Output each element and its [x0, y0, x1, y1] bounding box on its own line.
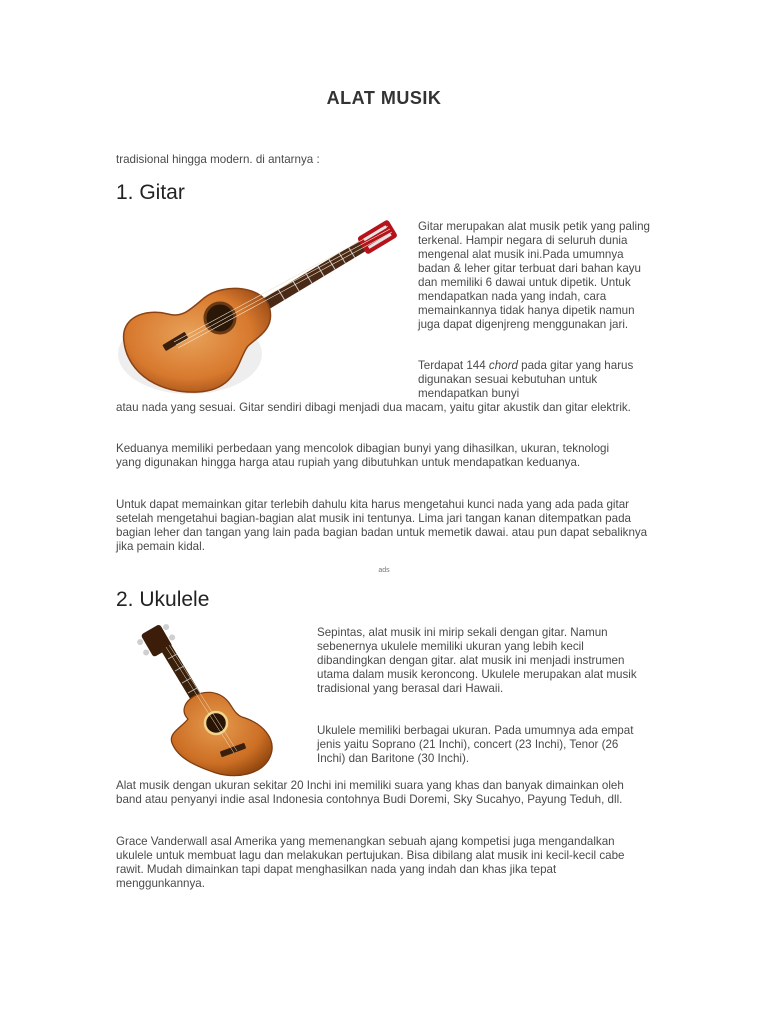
- ukulele-image: [128, 623, 278, 779]
- document-title: ALAT MUSIK: [326, 88, 442, 108]
- section-heading-gitar: 1. Gitar: [116, 181, 185, 204]
- ukulele-sizes-text: Ukulele memiliki berbagai ukuran. Pada umumnya ada empat jenis yaitu Soprano (21 Inchi), concert (23 Inchi), Tenor (26 Inchi) dan Baritone (30 Inchi).: [317, 724, 634, 765]
- ukulele-grace-text: Grace Vanderwall asal Amerika yang memenangkan sebuah ajang kompetisi juga mengandalkan ukulele untuk membuat lagu dan melakukan pertujukan. Bisa dibilang alat musik ini kecil-kecil cabe rawit. Mudah dimainkan tapi dapat menghasilkan nada yang indah dan khas jika tepat menggunkannya.: [116, 835, 625, 890]
- intro-text: tradisional hingga modern. di antarnya :: [116, 153, 320, 166]
- chord-term: chord: [488, 359, 518, 372]
- gitar-chord-text: [418, 359, 638, 401]
- gitar-types-text: atau nada yang sesuai. Gitar sendiri dibagi menjadi dua macam, yaitu gitar akustik dan gitar elektrik.: [116, 401, 631, 414]
- chord-text-pre: Terdapat 144: [418, 359, 489, 372]
- gitar-description: Gitar merupakan alat musik petik yang paling terkenal. Hampir negara di seluruh dunia mengenal alat musik ini.Pada umumnya badan & leher gitar terbuat dari bahan kayu dan memiliki 6 dawai untuk dipetik. Untuk mendapatkan nada yang indah, cara memainkannya tidak hanya dipetik namun juga dapat digenjreng menggunakan jari.: [418, 220, 650, 331]
- ukulele-sound-text: Alat musik dengan ukuran sekitar 20 Inchi ini memiliki suara yang khas dan banyak dimainkan oleh band atau penyanyi indie asal Indonesia contohnya Budi Doremi, Sky Sucahyo, Payung Teduh, dll.: [116, 779, 624, 806]
- guitar-image: [116, 214, 406, 396]
- chord-text-post: pada gitar yang harus digunakan sesuai kebutuhan untuk mendapatkan bunyi: [418, 359, 634, 400]
- ads-label: ads: [378, 567, 390, 574]
- gitar-playing-text: Untuk dapat memainkan gitar terlebih dahulu kita harus mengetahui kunci nada yang ada pada gitar setelah mengetahui bagian-bagian alat musik ini tentunya. Lima jari tangan kanan ditempatkan pada bagian leher dan tangan yang lain pada bagian badan untuk memetik dawai. atau pun dapat sebaliknya jika pemain kidal.: [116, 498, 648, 553]
- ukulele-description: Sepintas, alat musik ini mirip sekali dengan gitar. Namun sebenernya ukulele memiliki ukuran yang lebih kecil dibandingkan dengan gitar. alat musik ini menjadi instrumen utama dalam musik keroncong. Ukulele merupakan alat musik tradisional yang berasal dari Hawaii.: [317, 626, 637, 695]
- section-heading-ukulele: 2. Ukulele: [116, 588, 210, 611]
- gitar-differences-text: Keduanya memiliki perbedaan yang mencolok dibagian bunyi yang dihasilkan, ukuran, teknologi yang digunakan hingga harga atau rupiah yang dibutuhkan untuk mendapatkan keduanya.: [116, 442, 610, 469]
